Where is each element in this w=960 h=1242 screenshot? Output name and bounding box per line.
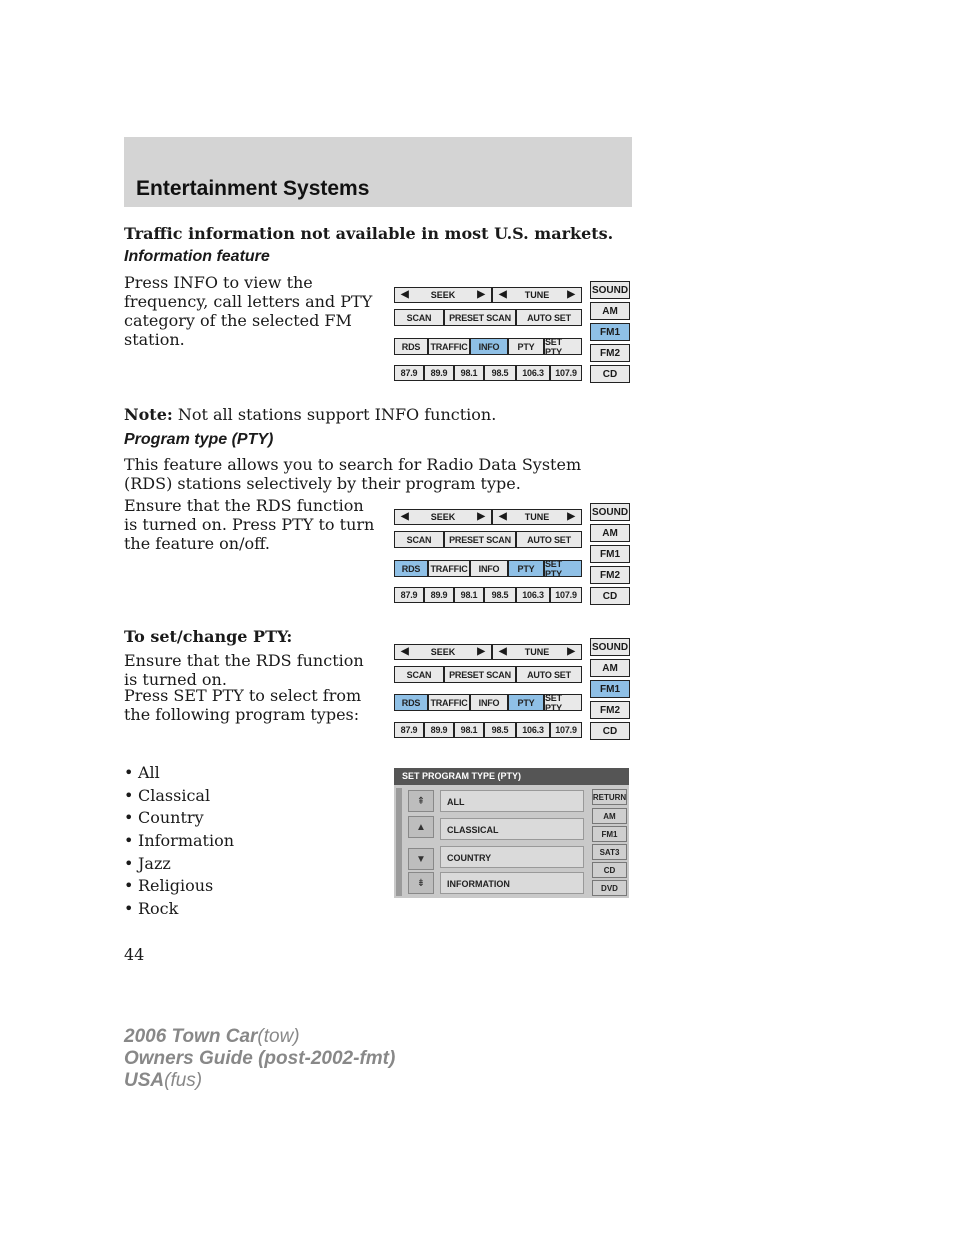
bullet-icon: • [124,831,134,851]
list-item [124,807,234,830]
list-item [124,830,234,853]
list-item-label: Classical [138,785,211,805]
pty-intro: This feature allows you to search for Radio Data System (RDS) stations selectively by their program type. [124,455,582,493]
preset-5[interactable]: 106.3 [516,722,550,738]
cd-button[interactable]: CD [590,587,630,605]
preset-6[interactable]: 107.9 [550,722,582,738]
seek-label: SEEK [430,290,456,300]
page-number: 44 [124,945,145,964]
preset-3[interactable]: 98.1 [454,365,484,381]
scroll-down-icon[interactable]: ▼ [408,848,434,870]
radio-panel-set-pty [394,638,642,750]
preset-6[interactable]: 107.9 [550,365,582,381]
pty-button[interactable]: PTY [508,560,544,577]
note-text: Not all stations support INFO function. [172,405,497,424]
preset-5[interactable]: 106.3 [516,587,550,603]
section-title: Entertainment Systems [136,177,370,200]
set-pty-button[interactable]: SET PTY [544,338,582,355]
info-body: Press INFO to view the frequency, call letters and PTY category of the selected FM station. [124,273,373,349]
list-item [124,853,234,876]
tune-label: TUNE [524,647,550,657]
preset-4[interactable]: 98.5 [484,722,516,738]
fm1-button[interactable]: FM1 [590,545,630,563]
tune-label: TUNE [524,512,550,522]
list-item-label: Religious [138,876,214,896]
scroll-up-icon[interactable]: ▲ [408,816,434,838]
scan-button[interactable]: SCAN [394,531,444,548]
info-button[interactable]: INFO [470,560,508,577]
preset-scan-button[interactable]: PRESET SCAN [444,531,516,548]
right-arrow-icon: ▶ [567,511,575,522]
tune-label: TUNE [524,290,550,300]
seek-label: SEEK [430,647,456,657]
footer-market: USA [124,1070,165,1091]
radio-panel-info [394,281,642,393]
pty-option-country[interactable]: COUNTRY [440,846,584,868]
seek-button[interactable] [394,287,492,303]
list-item [124,762,234,785]
pty-button[interactable]: PTY [508,694,544,711]
preset-6[interactable]: 107.9 [550,587,582,603]
preset-5[interactable]: 106.3 [516,365,550,381]
seek-label: SEEK [430,512,456,522]
pty-option-classical[interactable]: CLASSICAL [440,818,584,840]
preset-2[interactable]: 89.9 [424,365,454,381]
sound-button[interactable]: SOUND [590,503,630,521]
pty-body: Ensure that the RDS function is turned on. Press PTY to turn the feature on/off. [124,496,375,553]
auto-set-button[interactable]: AUTO SET [516,666,582,683]
scan-button[interactable]: SCAN [394,666,444,683]
fm2-button[interactable]: FM2 [590,701,630,719]
sound-button[interactable]: SOUND [590,638,630,656]
list-item-label: Jazz [138,853,171,873]
section-header [124,137,632,207]
cd-button[interactable]: CD [592,862,627,878]
sound-button[interactable]: SOUND [590,281,630,299]
document-footer [124,1026,395,1092]
tune-button[interactable] [492,509,582,525]
list-item [124,875,234,898]
bullet-icon: • [124,808,134,828]
list-item-label: Rock [138,899,179,919]
set-pty-button[interactable]: SET PTY [544,694,582,711]
footer-model: 2006 Town Car [124,1026,258,1047]
fm2-button[interactable]: FM2 [590,344,630,362]
cd-button[interactable]: CD [590,722,630,740]
right-arrow-icon: ▶ [567,289,575,300]
scrollbar[interactable] [396,788,402,896]
pty-selection-screen [394,768,629,898]
left-arrow-icon: ◀ [401,289,409,300]
left-arrow-icon: ◀ [401,646,409,657]
list-item [124,785,234,808]
preset-1[interactable]: 87.9 [394,587,424,603]
preset-scan-button[interactable]: PRESET SCAN [444,666,516,683]
preset-4[interactable]: 98.5 [484,365,516,381]
set-pty-heading: To set/change PTY: [124,627,293,646]
rds-button[interactable]: RDS [394,338,428,355]
scan-button[interactable]: SCAN [394,309,444,326]
set-pty-body-2: Press SET PTY to select from the following program types: [124,686,362,724]
bullet-icon: • [124,853,134,873]
set-pty-body-1: Ensure that the RDS function is turned on. [124,651,364,689]
pty-heading: Program type (PTY) [124,431,274,448]
right-arrow-icon: ▶ [477,289,485,300]
page-up-icon[interactable]: ⇞ [408,790,434,812]
am-button[interactable]: AM [590,302,630,320]
footer-line-2: Owners Guide (post-2002-fmt) [124,1048,396,1069]
fm2-button[interactable]: FM2 [590,566,630,584]
fm1-button[interactable]: FM1 [590,323,630,341]
preset-3[interactable]: 98.1 [454,587,484,603]
right-arrow-icon: ▶ [567,646,575,657]
left-arrow-icon: ◀ [401,511,409,522]
tune-button[interactable] [492,644,582,660]
bullet-icon: • [124,763,134,782]
fm1-button[interactable]: FM1 [590,680,630,698]
info-button[interactable]: INFO [470,694,508,711]
rds-button[interactable]: RDS [394,694,428,711]
preset-4[interactable]: 98.5 [484,587,516,603]
set-pty-button[interactable]: SET PTY [544,560,582,577]
list-item-label: Information [138,831,235,851]
info-button[interactable]: INFO [470,338,508,355]
note-label: Note: [124,405,173,424]
radio-panel-pty [394,503,642,615]
left-arrow-icon: ◀ [499,289,507,300]
traffic-button[interactable]: TRAFFIC [428,560,470,577]
right-arrow-icon: ▶ [477,646,485,657]
info-heading: Information feature [124,248,270,265]
preset-scan-button[interactable]: PRESET SCAN [444,309,516,326]
traffic-button[interactable]: TRAFFIC [428,338,470,355]
traffic-note: Traffic information not available in most U.S. markets. [124,224,614,243]
fm1-button[interactable]: FM1 [592,826,627,842]
list-item-label: Country [138,808,204,828]
left-arrow-icon: ◀ [499,511,507,522]
seek-button[interactable] [394,509,492,525]
am-button[interactable]: AM [592,808,627,824]
list-item [124,898,234,921]
sat3-button[interactable]: SAT3 [592,844,627,860]
list-item-label: All [138,763,160,782]
pty-option-information[interactable]: INFORMATION [440,872,584,894]
right-arrow-icon: ▶ [477,511,485,522]
bullet-icon: • [124,899,134,919]
am-button[interactable]: AM [590,659,630,677]
cd-button[interactable]: CD [590,365,630,383]
seek-button[interactable] [394,644,492,660]
preset-2[interactable]: 89.9 [424,587,454,603]
bullet-icon: • [124,785,134,805]
info-note [124,405,496,424]
pty-screen-title: SET PROGRAM TYPE (PTY) [394,768,629,785]
return-button[interactable]: RETURN [592,789,627,805]
bullet-icon: • [124,876,134,896]
footer-model-code: (tow) [257,1026,300,1047]
preset-3[interactable]: 98.1 [454,722,484,738]
left-arrow-icon: ◀ [499,646,507,657]
page-down-icon[interactable]: ⇟ [408,872,434,894]
preset-1[interactable]: 87.9 [394,722,424,738]
footer-line-1 [124,1026,395,1048]
pty-button[interactable]: PTY [508,338,544,355]
preset-2[interactable]: 89.9 [424,722,454,738]
program-type-list [124,762,234,921]
traffic-button[interactable]: TRAFFIC [428,694,470,711]
am-button[interactable]: AM [590,524,630,542]
rds-button[interactable]: RDS [394,560,428,577]
tune-button[interactable] [492,287,582,303]
dvd-button[interactable]: DVD [592,880,627,896]
auto-set-button[interactable]: AUTO SET [516,309,582,326]
preset-1[interactable]: 87.9 [394,365,424,381]
auto-set-button[interactable]: AUTO SET [516,531,582,548]
footer-line-3 [124,1070,395,1092]
footer-market-code: (fus) [164,1070,203,1091]
pty-option-all[interactable]: ALL [440,790,584,812]
